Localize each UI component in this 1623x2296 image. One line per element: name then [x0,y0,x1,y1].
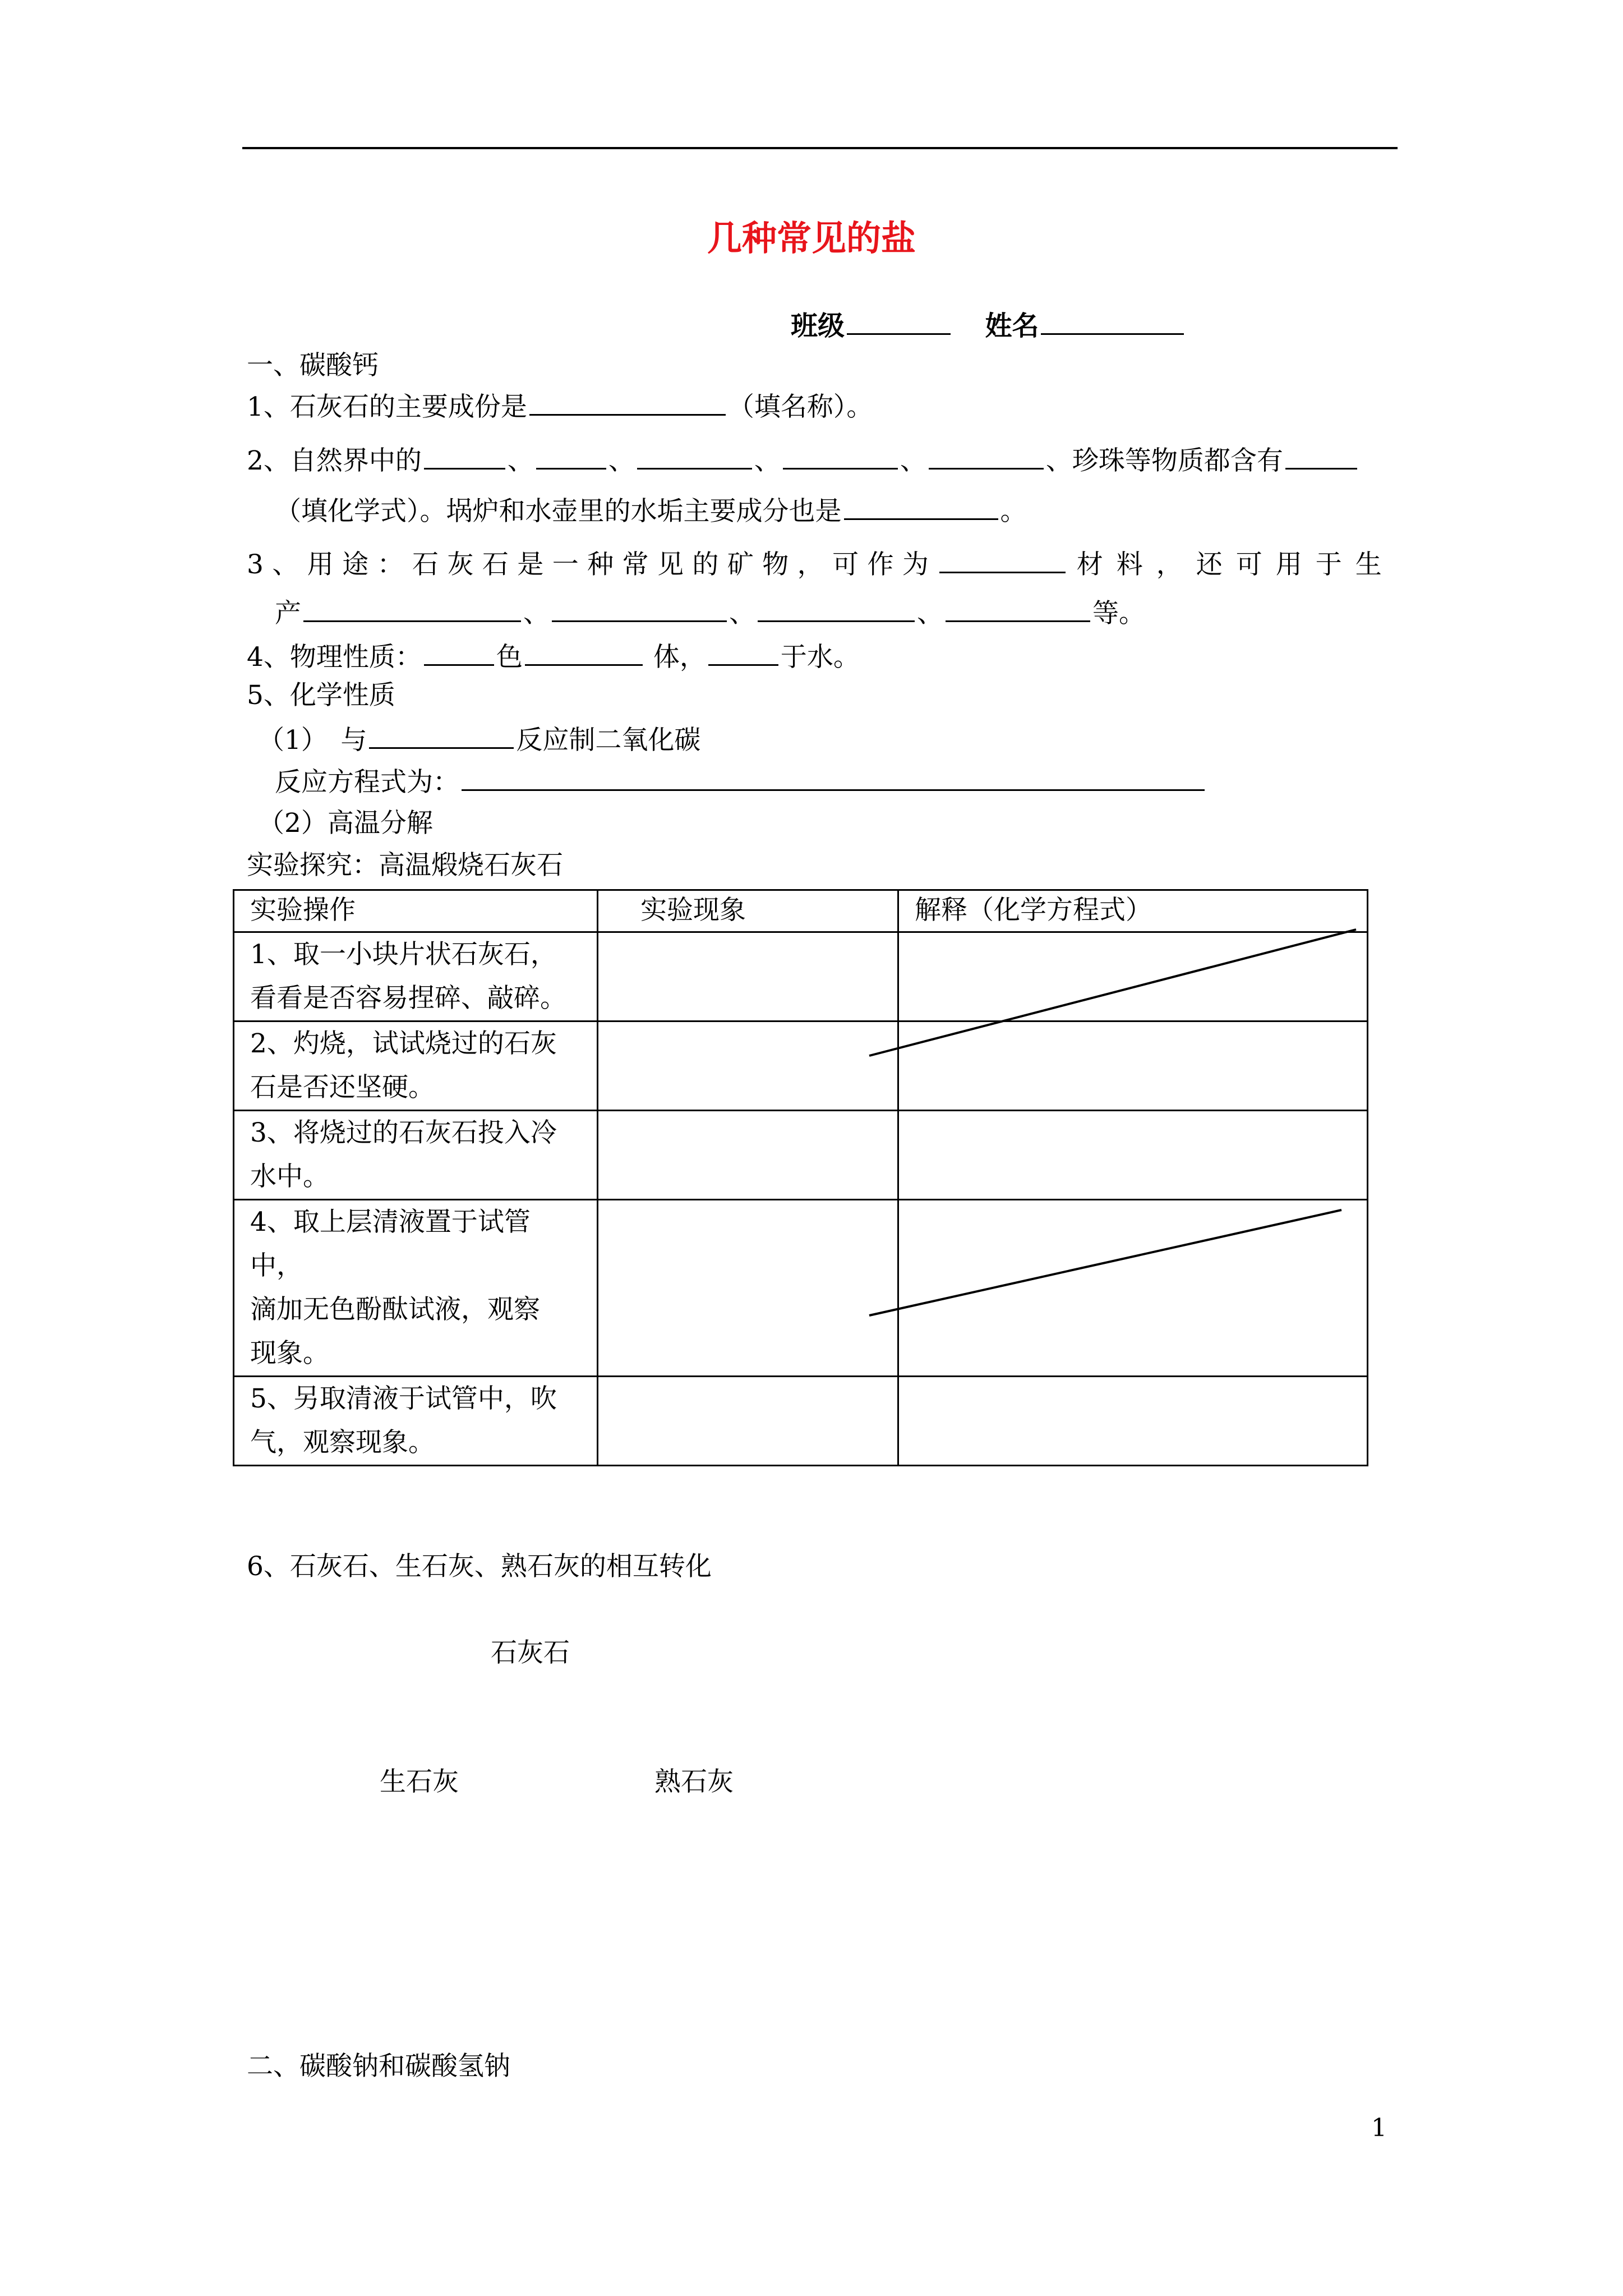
name-label: 姓名 [985,310,1039,342]
q3-char: 石 [412,549,439,580]
q1-suffix: （填名称）。 [727,392,873,422]
q3-mid: 材料，还可用于生 [1076,549,1395,580]
q2-line2-text: （填化学式）。埚炉和水壶里的水垢主要成分也是 [275,496,842,527]
q3-char: 物 [762,549,789,580]
q2-sep: 、 [507,445,534,476]
page-title: 几种常见的盐 [707,218,916,259]
page-number: 1 [1371,2114,1387,2142]
question-6-heading: 6、石灰石、生石灰、熟石灰的相互转化 [247,1551,712,1582]
q3-char: 常 [622,549,649,580]
cell-line: 4、取上层清液置于试管中， [250,1207,531,1281]
q4-solubility: 于水。 [780,642,860,673]
section-heading-sodium-carbonate: 二、碳酸钠和碳酸氢钠 [247,2051,510,2082]
q3-char: 矿 [727,549,754,580]
q3-char: 、 [272,549,299,580]
q3-sep: 、 [729,598,755,629]
table-header-cell: 实验操作 [234,890,598,932]
q3-sep: 、 [917,598,943,629]
quicklime-label: 生石灰 [380,1766,459,1797]
q5-item1-text: （1） 与 [258,725,367,756]
q3-char: 可 [832,549,859,580]
q3-line2-text: 产 [275,598,301,629]
section-heading-calcium-carbonate: 一、碳酸钙 [247,350,379,381]
q3-char: 途 [342,549,369,580]
q3-char: 作 [867,549,894,580]
question-5-heading: 5、化学性质 [247,680,395,711]
cell-line: 5、另取清液于试管中，吹 [250,1383,557,1414]
q3-char: 是 [517,549,544,580]
q3-char: 一 [552,549,579,580]
class-label: 班级 [791,310,845,342]
equation-label: 反应方程式为： [275,767,459,798]
q3-sep: 、 [523,598,550,629]
q1-text: 1、石灰石的主要成份是 [247,392,527,422]
q2-sep: 、 [608,445,635,476]
q3-char: 灰 [447,549,474,580]
diagonal-line-row4 [869,1210,1341,1315]
cell-line: 看看是否容易捏碎、敲碎。 [250,983,566,1014]
q3-char: ： [377,549,404,580]
limestone-label: 石灰石 [491,1637,570,1668]
q3-char: 种 [587,549,614,580]
q2-sep: 、 [754,445,781,476]
q3-char: 3 [247,549,264,580]
table-header-cell: 解释（化学方程式） [898,890,1368,932]
q2-tail: 、珍珠等物质都含有 [1045,445,1283,476]
slaked-lime-label: 熟石灰 [654,1766,734,1797]
q3-char: 石 [482,549,509,580]
cell-line: 气，观察现象。 [250,1427,435,1458]
cell-line: 1、取一小块片状石灰石， [250,939,557,970]
cell-line: 2、灼烧，试试烧过的石灰 [250,1028,557,1059]
cell-line: 3、将烧过的石灰石投入冷 [250,1117,557,1148]
q4-color: 色 [496,642,523,673]
q3-suffix: 等。 [1092,598,1145,629]
q3-char: 见 [657,549,684,580]
q2-line2-suffix: 。 [1000,496,1027,527]
q5-item1-suffix: 反应制二氧化碳 [516,725,701,756]
cell-line: 水中。 [250,1161,329,1192]
cell-line: 滴加无色酚酞试液，观察 [250,1294,540,1325]
experiment-heading: 实验探究：高温煅烧石灰石 [247,850,563,881]
q4-state: 体， [644,642,706,673]
cell-line: 石是否还坚硬。 [250,1072,435,1103]
q3-char: 用 [307,549,334,580]
cell-line: 现象。 [250,1338,329,1369]
q2-sep: 、 [900,445,926,476]
q2-text: 2、自然界中的 [247,445,422,476]
table-header-cell: 实验现象 [598,890,898,932]
question-5-item2: （2）高温分解 [258,808,433,839]
diagonal-line-row1-2 [869,930,1356,1056]
q3-char: 为 [902,549,929,580]
q4-text: 4、物理性质： [247,642,422,673]
q3-char: 的 [692,549,719,580]
q3-char: ， [797,549,824,580]
